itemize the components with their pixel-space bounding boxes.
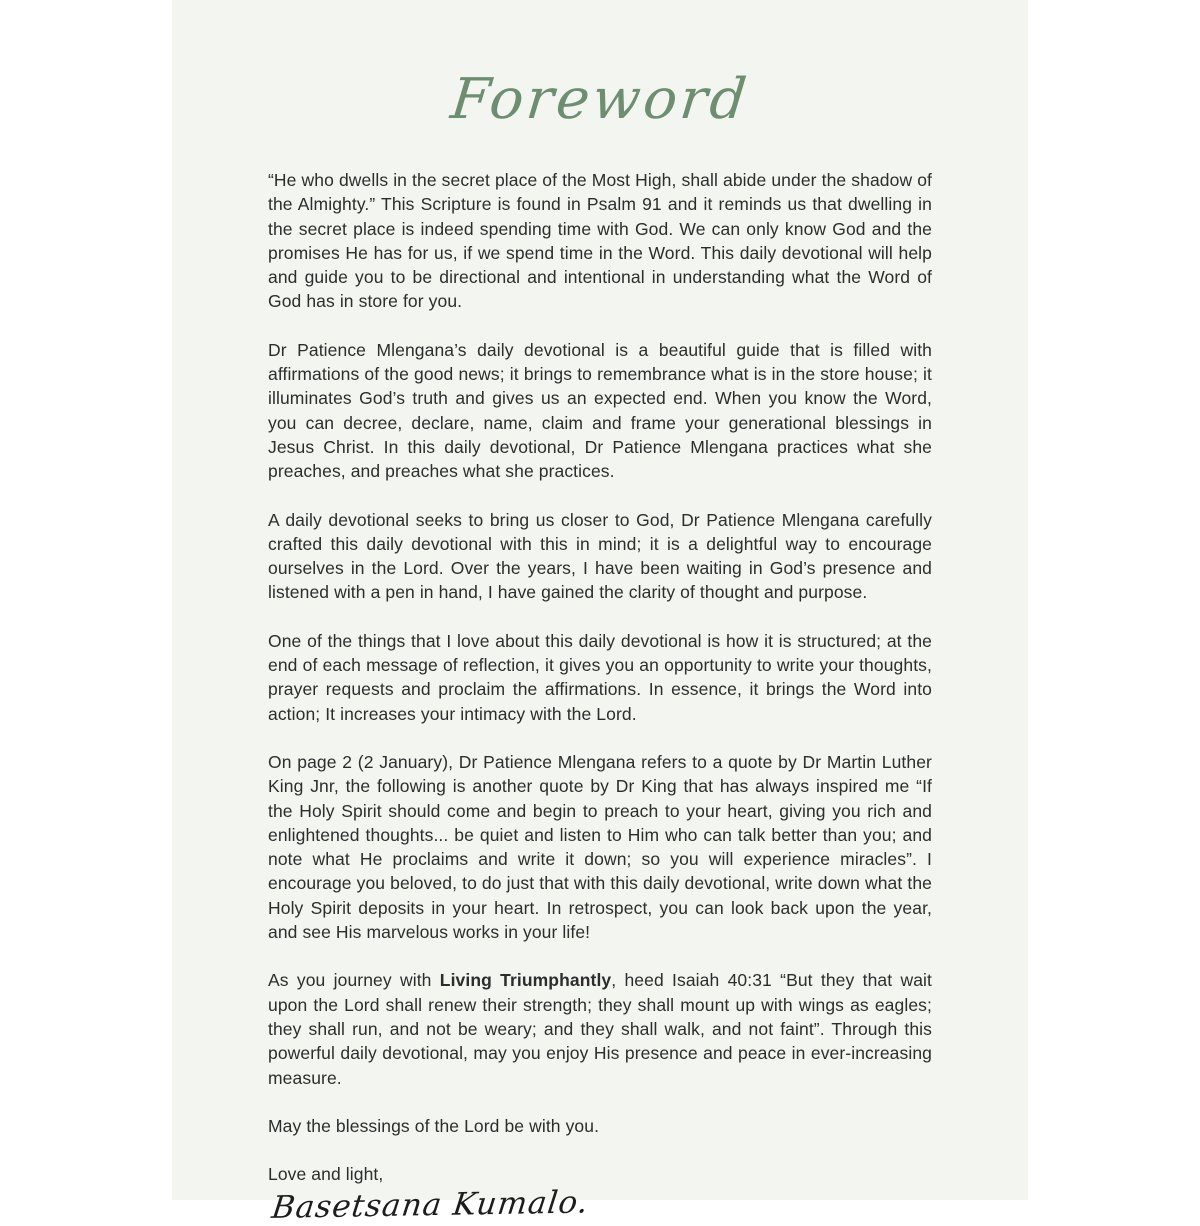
paragraph-journey-post: , heed Isaiah 40:31 “But they that wait upon the Lord shall renew their strength; they shall mount up with wings as eagles; they shall run, and not be weary; and they shall walk, and not faint”. Through this powerful daily devotional, may you enjoy His presence and peace in ever-increasing measure.	[268, 970, 932, 1088]
paragraph-beautiful-guide: Dr Patience Mlengana’s daily devotional is a beautiful guide that is filled with affirmations of the good news; it brings to remembrance what is in the store house; it illuminates God’s truth and gives us an expected end. When you know the Word, you can decree, declare, name, claim and frame your generational blessings in Jesus Christ. In this daily devotional, Dr Patience Mlengana practices what she preaches, and preaches what she practices.	[268, 339, 932, 482]
paragraph-journey-pre: As you journey with	[268, 970, 440, 991]
signature-basetsana-kumalo: Basetsana Kumalo.	[269, 1184, 591, 1226]
paragraph-psalm91: “He who dwells in the secret place of the Most High, shall abide under the shadow of the Almighty.” This Scripture is found in Psalm 91 and it reminds us that dwelling in the secret place is indeed spending time with God. We can only know God and the promises He has for us, if we spend time in the Word. This daily devotional will help and guide you to be directional and intentional in understanding what the Word of God has in store for you.	[268, 170, 932, 312]
book-title-bold: Living Triumphantly	[439, 970, 612, 991]
paragraph-journey	[268, 968, 932, 1089]
page-title-foreword: Foreword	[447, 67, 753, 132]
paragraph-mlk-quote: On page 2 (2 January), Dr Patience Mlengana refers to a quote by Dr Martin Luther King Jnr, the following is another quote by Dr King that has always inspired me “If the Holy Spirit should come and begin to preach to your heart, giving you rich and enlightened thoughts... be quiet and listen to Him who can talk better than you; and note what He proclaims and write it down; so you will experience miracles”. I encourage you beloved, to do just that with this daily devotional, write down what the Holy Spirit deposits in your heart. In retrospect, you can look back upon the year, and see His marvelous works in your life!	[268, 751, 932, 943]
foreword-body	[268, 168, 932, 1226]
valediction-line: Love and light,	[268, 1164, 384, 1185]
foreword-page	[172, 0, 1028, 1226]
paragraph-closer-to-god: A daily devotional seeks to bring us closer to God, Dr Patience Mlengana carefully crafted this daily devotional with this in mind; it is a delightful way to encourage ourselves in the Lord. Over the years, I have been waiting in God’s presence and listened with a pen in hand, I have gained the clarity of thought and purpose.	[268, 509, 932, 603]
closing-blessing-line: May the blessings of the Lord be with you.	[268, 1115, 600, 1136]
paragraph-structure: One of the things that I love about this daily devotional is how it is structured; at the end of each message of reflection, it gives you an opportunity to write your thoughts, prayer requests and proclaim the affirmations. In essence, it brings the Word into action; It increases your intimacy with the Lord.	[268, 630, 932, 724]
